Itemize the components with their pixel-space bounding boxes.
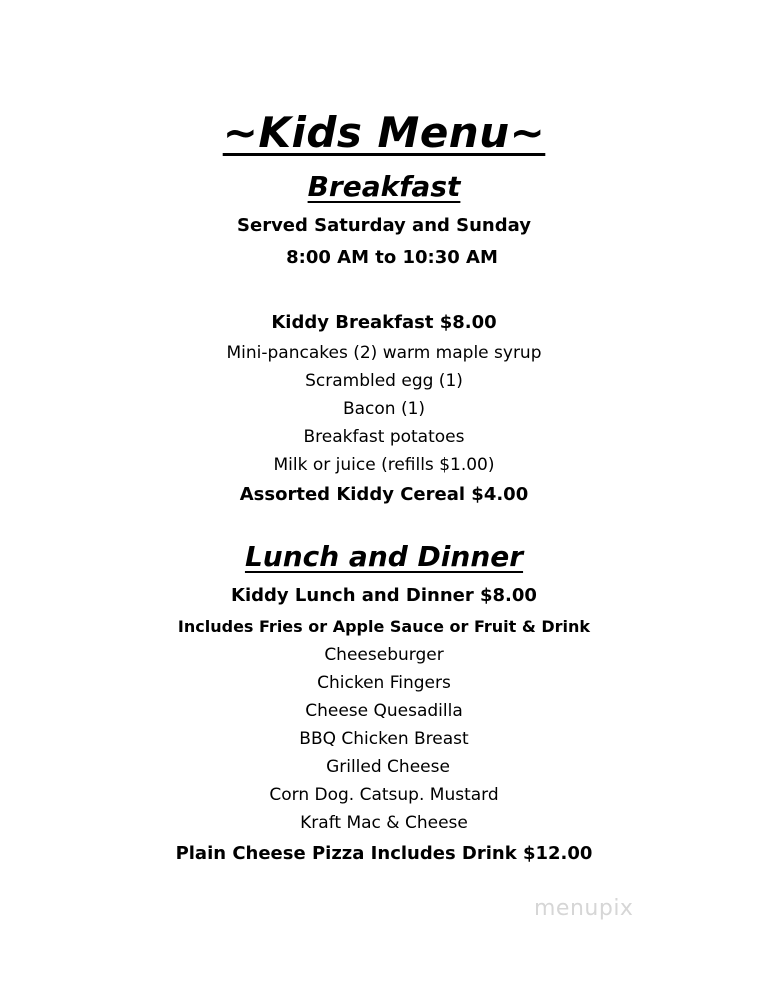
breakfast-item: Mini-pancakes (2) warm maple syrup — [226, 343, 542, 363]
lunch-item: Cheese Quesadilla — [305, 701, 463, 721]
breakfast-heading: Breakfast — [307, 170, 461, 203]
pizza-price: Plain Cheese Pizza Includes Drink $12.00 — [175, 843, 593, 864]
lunch-item: Cheeseburger — [324, 645, 444, 665]
breakfast-served-hours: 8:00 AM to 10:30 AM — [286, 247, 498, 268]
breakfast-item: Breakfast potatoes — [303, 427, 465, 447]
kiddy-lunch-dinner-price: Kiddy Lunch and Dinner $8.00 — [231, 585, 537, 606]
lunch-item: BBQ Chicken Breast — [299, 729, 469, 749]
lunch-includes-note: Includes Fries or Apple Sauce or Fruit & Drink — [177, 617, 591, 636]
lunch-item: Chicken Fingers — [317, 673, 451, 693]
kiddy-cereal-price: Assorted Kiddy Cereal $4.00 — [239, 484, 529, 505]
lunch-item: Grilled Cheese — [326, 757, 450, 777]
breakfast-item: Bacon (1) — [342, 399, 426, 419]
breakfast-item: Scrambled egg (1) — [305, 371, 463, 391]
menu-title: ~Kids Menu~ — [222, 108, 546, 157]
breakfast-served-days: Served Saturday and Sunday — [237, 215, 531, 236]
watermark-logo: menupix — [534, 896, 634, 921]
kiddy-breakfast-price: Kiddy Breakfast $8.00 — [271, 312, 497, 333]
breakfast-item: Milk or juice (refills $1.00) — [273, 455, 495, 475]
lunch-dinner-heading: Lunch and Dinner — [244, 540, 524, 573]
lunch-item: Kraft Mac & Cheese — [300, 813, 468, 833]
lunch-item: Corn Dog. Catsup. Mustard — [269, 785, 499, 805]
